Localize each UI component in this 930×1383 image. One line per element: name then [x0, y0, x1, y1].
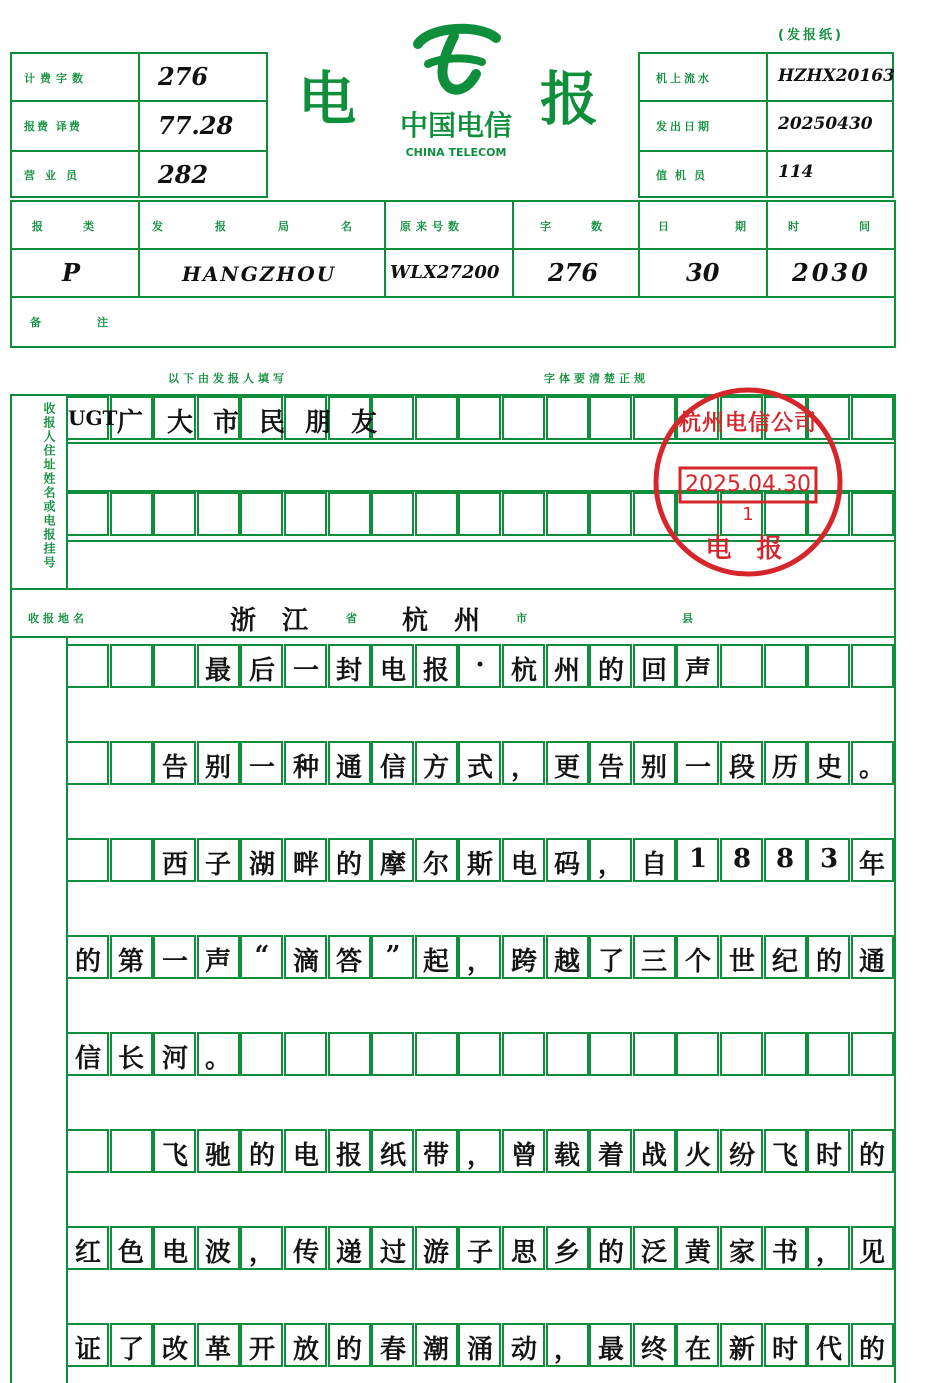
- grid-cell: [415, 492, 458, 536]
- form-type-label: (发报纸): [778, 28, 844, 43]
- telecom-stamp: [650, 384, 846, 580]
- machine-value-operator: 114: [778, 162, 814, 182]
- message-char: 一: [684, 753, 711, 783]
- message-char: 通: [335, 753, 362, 783]
- value-day: 30: [686, 258, 720, 287]
- grid-cell: [328, 492, 371, 536]
- grid-cell: [764, 644, 807, 688]
- message-char: 纪: [771, 947, 798, 977]
- value-office: HANGZHOU: [182, 262, 337, 286]
- destination-label: 收报地名: [28, 612, 88, 625]
- grid-cell: [197, 492, 240, 536]
- remark-label: 备注: [30, 316, 164, 329]
- destination-shi-label: 市: [516, 612, 532, 625]
- message-char: 告: [161, 753, 188, 783]
- grid-cell: [807, 644, 850, 688]
- message-char: 自: [640, 850, 667, 880]
- message-char: ”: [385, 941, 401, 971]
- col-header-orig-no: 原来号数: [400, 220, 464, 233]
- message-char: 证: [74, 1335, 101, 1365]
- message-char: 时: [815, 1141, 842, 1171]
- message-char: 游: [422, 1238, 449, 1268]
- message-char: 最: [204, 656, 231, 686]
- message-char: 新: [728, 1335, 755, 1365]
- grid-cell: [284, 492, 327, 536]
- grid-cell: [764, 1032, 807, 1076]
- message-char: 曾: [510, 1141, 537, 1171]
- grid-cell: [458, 1032, 501, 1076]
- message-char: 8: [775, 844, 795, 874]
- grid-cell: [66, 492, 109, 536]
- billing-value-count: 276: [158, 62, 209, 91]
- stamp-top-text: 杭州电信公司: [678, 410, 817, 436]
- grid-cell: [502, 1032, 545, 1076]
- message-char: 潮: [422, 1335, 449, 1365]
- message-char: 8: [732, 844, 752, 874]
- message-char: 了: [117, 1335, 144, 1365]
- grid-cell: [851, 644, 894, 688]
- grid-cell: [66, 741, 109, 785]
- message-char: 信: [74, 1044, 101, 1074]
- message-char: 回: [640, 656, 667, 686]
- machine-label-operator: 值机员: [656, 169, 713, 182]
- grid-cell: [458, 492, 501, 536]
- grid-cell: [66, 644, 109, 688]
- message-char: 载: [553, 1141, 580, 1171]
- billing-value-clerk: 282: [158, 160, 209, 189]
- message-char: 纷: [728, 1141, 755, 1171]
- grid-cell: [328, 1032, 371, 1076]
- title-char-left: 电: [298, 65, 357, 133]
- message-char: 一: [248, 753, 275, 783]
- grid-cell: [546, 1032, 589, 1076]
- grid-cell: [371, 1032, 414, 1076]
- grid-cell: [110, 644, 153, 688]
- message-char: 湖: [248, 850, 275, 880]
- col-header-time: 时间: [788, 220, 930, 233]
- message-char: 子: [466, 1238, 493, 1268]
- recipient-char-3: 民: [258, 408, 285, 438]
- grid-cell: [851, 492, 894, 536]
- billing-label-clerk: 营业员: [24, 169, 87, 182]
- destination-sheng-label: 省: [346, 612, 362, 625]
- message-char: 河: [161, 1044, 188, 1074]
- message-char: 递: [335, 1238, 362, 1268]
- message-char: 带: [422, 1141, 449, 1171]
- grid-cell: [502, 396, 545, 440]
- grid-cell: [153, 644, 196, 688]
- billing-label-count: 计费字数: [24, 72, 88, 85]
- message-char: 别: [640, 753, 667, 783]
- message-char: ，: [466, 1141, 493, 1171]
- stamp-number: 1: [742, 504, 754, 525]
- message-char: 春: [379, 1335, 406, 1365]
- message-char: 最: [597, 1335, 624, 1365]
- billing-value-fee: 77.28: [158, 111, 234, 140]
- message-char: 的: [815, 947, 842, 977]
- message-char: 战: [640, 1141, 667, 1171]
- stamp-date: 2025.04.30: [685, 472, 811, 497]
- message-char: 畔: [292, 850, 319, 880]
- grid-cell: [110, 492, 153, 536]
- message-char: 纸: [379, 1141, 406, 1171]
- message-char: 波: [204, 1238, 231, 1268]
- machine-value-date: 20250430: [778, 114, 873, 134]
- message-char: 一: [161, 947, 188, 977]
- logo-english-text: CHINA TELECOM: [405, 146, 507, 159]
- grid-cell: [589, 396, 632, 440]
- title-char-right: 报: [540, 65, 599, 133]
- message-char: 放: [292, 1335, 319, 1365]
- grid-cell: [110, 1129, 153, 1173]
- recipient-code: UGT: [68, 406, 118, 430]
- message-char: 第: [117, 947, 144, 977]
- message-char: “: [254, 941, 270, 971]
- recipient-side-label: 收报人住址姓名或电报挂号: [42, 402, 56, 570]
- message-char: 三: [640, 947, 667, 977]
- col-header-office: 发报局名: [152, 220, 404, 233]
- message-char: 更: [553, 753, 580, 783]
- message-char: 斯: [466, 850, 493, 880]
- grid-cell: [240, 492, 283, 536]
- message-char: 在: [684, 1335, 711, 1365]
- message-char: 信: [379, 753, 406, 783]
- message-char: 声: [204, 947, 231, 977]
- message-char: 子: [204, 850, 231, 880]
- message-char: 飞: [161, 1141, 188, 1171]
- message-char: 的: [597, 1238, 624, 1268]
- grid-cell: [851, 396, 894, 440]
- message-char: 乡: [553, 1238, 580, 1268]
- grid-cell: [66, 838, 109, 882]
- message-char: 泛: [640, 1238, 667, 1268]
- message-char: 种: [292, 753, 319, 783]
- message-char: 。: [204, 1044, 231, 1074]
- message-char: 火: [684, 1141, 711, 1171]
- grid-cell: [371, 492, 414, 536]
- message-char: 码: [553, 850, 580, 880]
- grid-cell: [546, 492, 589, 536]
- col-header-words: 字数: [540, 220, 642, 233]
- message-char: 摩: [379, 850, 406, 880]
- message-char: 电: [161, 1238, 188, 1268]
- message-char: 起: [422, 947, 449, 977]
- message-char: 个: [684, 947, 711, 977]
- message-char: 告: [597, 753, 624, 783]
- machine-label-serial: 机上流水: [656, 72, 712, 85]
- fill-note: 以下由发报人填写: [168, 372, 288, 385]
- message-char: 尔: [422, 850, 449, 880]
- message-char: 红: [74, 1238, 101, 1268]
- message-char: 改: [161, 1335, 188, 1365]
- message-char: 电: [510, 850, 537, 880]
- message-char: 声: [684, 656, 711, 686]
- message-char: 电: [292, 1141, 319, 1171]
- message-char: 书: [771, 1238, 798, 1268]
- recipient-char-0: 广: [116, 408, 143, 438]
- clear-note: 字体要清楚正规: [544, 372, 649, 385]
- message-char: 3: [819, 844, 839, 874]
- message-char: 革: [204, 1335, 231, 1365]
- recipient-char-5: 友: [350, 408, 377, 438]
- message-char: 1: [688, 844, 708, 874]
- grid-cell: [284, 1032, 327, 1076]
- message-char: 报: [335, 1141, 362, 1171]
- grid-cell: [110, 741, 153, 785]
- message-char: 越: [553, 947, 580, 977]
- message-char: 时: [771, 1335, 798, 1365]
- message-char: 方: [422, 753, 449, 783]
- message-char: 了: [597, 947, 624, 977]
- recipient-char-4: 朋: [304, 408, 331, 438]
- grid-cell: [851, 1032, 894, 1076]
- logo-chinese-text: 中国电信: [399, 109, 512, 142]
- message-char: ，: [815, 1238, 842, 1268]
- message-char: 封: [335, 656, 362, 686]
- message-char: ，: [248, 1238, 275, 1268]
- message-char: 开: [248, 1335, 275, 1365]
- billing-label-fee: 报费 译费: [24, 120, 82, 133]
- message-char: 传: [292, 1238, 319, 1268]
- message-char: 动: [510, 1335, 537, 1365]
- col-header-date: 日期: [658, 220, 812, 233]
- message-char: 滴: [292, 947, 319, 977]
- message-char: 跨: [510, 947, 537, 977]
- grid-cell: [720, 644, 763, 688]
- message-char: 历: [771, 753, 798, 783]
- grid-cell: [458, 396, 501, 440]
- message-char: 通: [858, 947, 885, 977]
- grid-cell: [807, 1032, 850, 1076]
- message-char: 见: [858, 1238, 885, 1268]
- grid-cell: [502, 492, 545, 536]
- message-char: 。: [858, 753, 885, 783]
- message-char: 的: [335, 850, 362, 880]
- grid-cell: [153, 492, 196, 536]
- message-char: 过: [379, 1238, 406, 1268]
- message-char: 电: [379, 656, 406, 686]
- message-char: 式: [466, 753, 493, 783]
- value-type: P: [62, 258, 81, 287]
- message-char: 段: [728, 753, 755, 783]
- message-char: 长: [117, 1044, 144, 1074]
- grid-cell: [546, 396, 589, 440]
- message-char: 驰: [204, 1141, 231, 1171]
- message-char: 色: [117, 1238, 144, 1268]
- stamp-bottom-text: 电 报: [705, 534, 791, 564]
- message-char: ，: [553, 1335, 580, 1365]
- message-char: 家: [728, 1238, 755, 1268]
- destination-province: 浙江: [230, 606, 335, 636]
- grid-cell: [240, 1032, 283, 1076]
- message-char: 的: [248, 1141, 275, 1171]
- message-char: 着: [597, 1141, 624, 1171]
- message-char: 的: [335, 1335, 362, 1365]
- message-char: 别: [204, 753, 231, 783]
- value-orig-no: WLX27200: [390, 262, 500, 283]
- recipient-char-2: 市: [212, 408, 239, 438]
- grid-cell: [110, 838, 153, 882]
- message-char: ·: [475, 650, 485, 680]
- destination-xian-label: 县: [682, 612, 698, 625]
- message-char: 飞: [771, 1141, 798, 1171]
- grid-cell: [66, 1129, 109, 1173]
- message-char: 史: [815, 753, 842, 783]
- value-words: 276: [548, 258, 599, 287]
- grid-cell: [633, 1032, 676, 1076]
- message-char: 杭: [510, 656, 537, 686]
- message-char: ，: [510, 753, 537, 783]
- message-char: 的: [858, 1335, 885, 1365]
- grid-cell: [415, 1032, 458, 1076]
- grid-cell: [415, 396, 458, 440]
- message-char: 代: [815, 1335, 842, 1365]
- message-char: 终: [640, 1335, 667, 1365]
- grid-cell: [589, 1032, 632, 1076]
- grid-cell: [676, 1032, 719, 1076]
- value-time: 2030: [792, 258, 871, 287]
- message-char: 世: [728, 947, 755, 977]
- machine-value-serial: HZHX20163: [778, 66, 895, 86]
- destination-city: 杭州: [402, 606, 507, 636]
- grid-cell: [720, 1032, 763, 1076]
- message-char: 黄: [684, 1238, 711, 1268]
- grid-cell: [589, 492, 632, 536]
- machine-label-date: 发出日期: [656, 120, 712, 133]
- message-char: 涌: [466, 1335, 493, 1365]
- china-telecom-logo-icon: [410, 22, 502, 102]
- message-char: 的: [597, 656, 624, 686]
- message-char: 州: [553, 656, 580, 686]
- message-char: ，: [597, 850, 624, 880]
- message-char: 后: [248, 656, 275, 686]
- message-char: 报: [422, 656, 449, 686]
- message-char: 的: [74, 947, 101, 977]
- message-char: 思: [510, 1238, 537, 1268]
- message-char: ，: [466, 947, 493, 977]
- message-char: 答: [335, 947, 362, 977]
- col-header-type: 报类: [32, 220, 134, 233]
- recipient-char-1: 大: [166, 408, 193, 438]
- message-char: 一: [292, 656, 319, 686]
- message-char: 年: [858, 850, 885, 880]
- message-char: 的: [858, 1141, 885, 1171]
- message-char: 西: [161, 850, 188, 880]
